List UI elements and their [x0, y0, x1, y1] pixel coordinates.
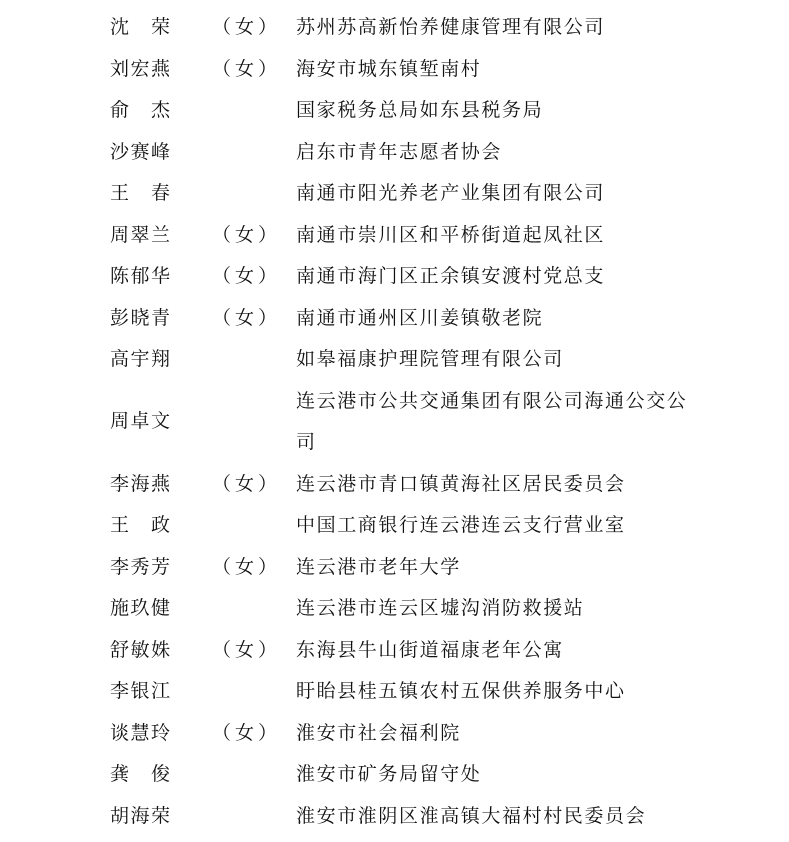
- organization: 海安市城东镇堑南村: [296, 57, 482, 80]
- person-name: 周卓文: [110, 410, 172, 433]
- list-item: [0, 754, 789, 796]
- organization: 苏州苏高新怡养健康管理有限公司: [296, 16, 606, 38]
- gender-note: （女）: [212, 472, 282, 495]
- list-item: [0, 671, 789, 713]
- list-item: [0, 588, 789, 630]
- organization: 淮安市社会福利院: [296, 721, 461, 744]
- organization: 南通市阳光养老产业集团有限公司: [296, 182, 606, 204]
- list-item: [0, 90, 789, 132]
- list-item: [0, 173, 789, 215]
- list-item: [0, 713, 789, 755]
- organization: 淮安市淮阴区淮高镇大福村村民委员会: [296, 804, 647, 827]
- list-item: [0, 630, 789, 672]
- person-name: 舒敏姝: [110, 638, 172, 661]
- list-item: [0, 215, 789, 257]
- person-name: 彭晓青: [110, 306, 172, 329]
- honoree-list: [0, 7, 789, 837]
- person-name: 高宇翔: [110, 348, 172, 370]
- organization: 连云港市青口镇黄海社区居民委员会: [296, 472, 626, 495]
- person-name: 王 政: [110, 514, 172, 536]
- gender-note: （女）: [212, 16, 282, 38]
- person-name: 胡海荣: [110, 804, 172, 827]
- person-name: 王 春: [110, 182, 172, 204]
- organization: 启东市青年志愿者协会: [296, 140, 503, 163]
- person-name: 沈 荣: [110, 16, 172, 38]
- person-name: 李海燕: [110, 472, 172, 495]
- organization: 连云港市老年大学: [296, 555, 461, 578]
- list-item: [0, 796, 789, 838]
- organization: 连云港市连云区墟沟消防救援站: [296, 597, 585, 619]
- gender-note: （女）: [212, 223, 282, 246]
- organization: 连云港市公共交通集团有限公司海通公交公司: [296, 389, 688, 453]
- list-item: [0, 298, 789, 340]
- list-item: [0, 339, 789, 381]
- gender-note: （女）: [212, 306, 282, 329]
- list-item: [0, 547, 789, 589]
- gender-note: （女）: [212, 57, 282, 80]
- organization: 南通市崇川区和平桥街道起凤社区: [296, 223, 606, 246]
- list-item: [0, 464, 789, 506]
- organization: 盱眙县桂五镇农村五保供养服务中心: [296, 680, 626, 702]
- gender-note: （女）: [212, 721, 282, 744]
- person-name: 刘宏燕: [110, 57, 172, 80]
- gender-note: （女）: [212, 555, 282, 578]
- organization: 中国工商银行连云港连云支行营业室: [296, 514, 626, 536]
- gender-note: （女）: [212, 638, 282, 661]
- organization: 如皋福康护理院管理有限公司: [296, 348, 564, 370]
- list-item: [0, 381, 789, 464]
- organization: 东海县牛山街道福康老年公寓: [296, 638, 564, 661]
- person-name: 谈慧玲: [110, 721, 172, 744]
- person-name: 施玖健: [110, 597, 172, 619]
- person-name: 李银江: [110, 680, 172, 702]
- person-name: 俞 杰: [110, 99, 172, 121]
- organization: 淮安市矿务局留守处: [296, 763, 482, 785]
- person-name: 陈郁华: [110, 265, 172, 287]
- organization: 国家税务总局如东县税务局: [296, 99, 544, 121]
- list-item: [0, 505, 789, 547]
- list-item: [0, 49, 789, 91]
- organization: 南通市通州区川姜镇敬老院: [296, 306, 544, 329]
- person-name: 周翠兰: [110, 223, 172, 246]
- list-item: [0, 132, 789, 174]
- list-item: [0, 256, 789, 298]
- gender-note: （女）: [212, 265, 282, 287]
- person-name: 李秀芳: [110, 555, 172, 578]
- person-name: 沙赛峰: [110, 140, 172, 163]
- list-item: [0, 7, 789, 49]
- organization: 南通市海门区正余镇安渡村党总支: [296, 265, 606, 287]
- person-name: 龚 俊: [110, 763, 172, 785]
